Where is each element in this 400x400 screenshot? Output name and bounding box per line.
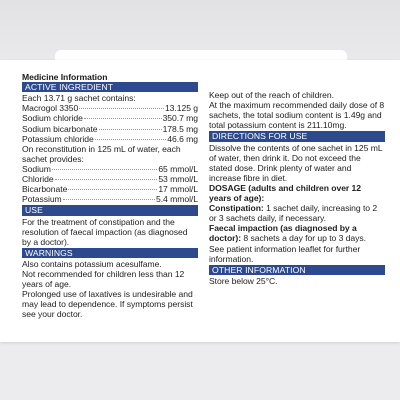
right-column [209,72,385,286]
faecal-text: 8 sachets a day for up to 3 days. [241,233,366,244]
ingredient-value: 178.5 mg [162,123,198,134]
ingredient-name: Macrogol 3350 [22,103,79,114]
spacer [209,81,385,90]
electrolyte-name: Sodium [22,163,51,174]
leader-dots [79,108,164,109]
ingredient-row [22,103,198,113]
electrolyte-row [22,184,198,194]
ingredient-name: Potassium chloride [22,133,94,144]
electrolyte-name: Chloride [22,174,54,185]
constipation-text: 1 sachet daily, increasing to 2 or 3 sachets daily, if necessary. [209,203,378,224]
spacer [209,72,385,81]
ingredient-row [22,113,198,123]
leader-dots [95,139,167,140]
constipation-dose [209,203,385,223]
ingredient-value: 46.6 mg [167,133,198,144]
leader-dots [55,179,158,180]
warning-line: Not recommended for children less than 12 years of age. [22,269,185,290]
ingredient-value: 350.7 mg [162,113,198,124]
storage-text: Store below 25°C. [209,275,278,286]
constipation-label: Constipation: [209,203,264,214]
faecal-label: Faecal impaction (as diagnosed by a doctor): [209,223,357,244]
leader-dots [99,129,162,130]
dosage-heading: DOSAGE (adults and children over 12 years of age): [209,182,362,204]
leaflet-text: See patient information leaflet for further information. [209,243,361,264]
warning-line: Prolonged use of laxatives is undesirable and may lead to dependence. If symptoms persist see your doctor. [22,289,193,320]
warnings-header: WARNINGS [22,248,198,258]
electrolyte-value: 65 mmol/L [158,163,198,174]
electrolyte-row [22,164,198,174]
reconstitution-intro: On reconstitution in 125 mL of water, each sachet provides: [22,143,181,164]
leader-dots [68,189,157,190]
electrolyte-row [22,174,198,184]
left-column [22,72,198,320]
directions-text: Dissolve the contents of one sachet in 125 mL of water, then drink it. Do not exceed the stated dose. Drink plenty of water and increase fibre in diet. [209,142,383,183]
keep-out-text: Keep out of the reach of children. [209,90,334,100]
faecal-dose [209,223,385,243]
ingredient-value: 13.125 g [164,103,198,114]
sachet-intro: Each 13.71 g sachet contains: [22,93,136,104]
warning-line: Also contains potassium acesulfame. [22,259,162,270]
electrolyte-name: Bicarbonate [22,184,68,195]
ingredient-name: Sodium chloride [22,113,83,124]
ingredient-row [22,134,198,144]
electrolyte-value: 53 mmol/L [158,174,198,185]
other-info-header: OTHER INFORMATION [209,265,385,275]
electrolyte-row [22,194,198,204]
electrolyte-value: 5.4 mmol/L [155,194,198,205]
ingredient-row [22,124,198,134]
leader-dots [63,199,155,200]
ingredient-name: Sodium bicarbonate [22,123,98,134]
active-ingredient-header: ACTIVE INGREDIENT [22,82,198,92]
max-dose-text: At the maximum recommended daily dose of 8 sachets, the total sodium content is 1.49g and total potassium content is 211.10mg. [209,100,385,131]
electrolyte-value: 17 mmol/L [158,184,198,195]
medicine-info-title: Medicine Information [22,72,108,82]
electrolyte-name: Potassium [22,194,62,205]
leader-dots [52,169,157,170]
directions-header: DIRECTIONS FOR USE [209,131,385,141]
use-header: USE [22,205,198,215]
leader-dots [84,118,162,119]
use-text: For the treatment of constipation and the resolution of faecal impaction (as diagnosed by a doctor). [22,216,188,247]
